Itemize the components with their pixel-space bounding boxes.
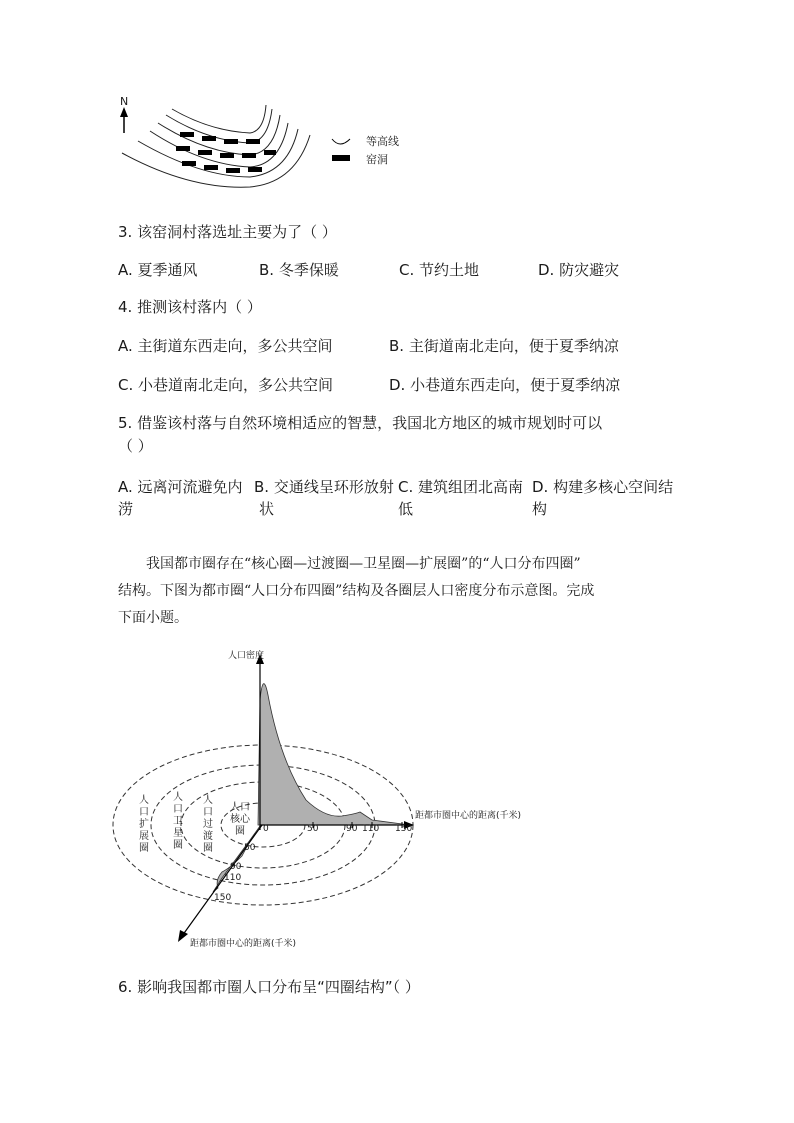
q5-option-a-text: A. 远离河流避免内 (118, 478, 243, 496)
q5-option-c-text: C. 建筑组团北高南 (398, 478, 524, 496)
ring-label-satellite: 人口卫星圈 (173, 792, 183, 851)
x-tick-110: 110 (362, 824, 380, 834)
question-5-stem-line2: （ ） (118, 437, 153, 455)
z-axis (182, 825, 262, 936)
ring-label-core-text: 人口核心圈 (230, 802, 250, 837)
z-tick-110: 110 (224, 873, 242, 883)
q5-option-c[interactable] (398, 476, 523, 498)
q3-option-c[interactable]: C. 节约土地 (399, 261, 480, 279)
q4-option-a[interactable]: A. 主街道东西走向，多公共空间 (118, 337, 333, 355)
passage-line-1: 我国都市圈存在“核心圈—过渡圈—卫星圈—扩展圈”的“人口分布四圈” (146, 556, 581, 572)
ring-label-expansion: 人口扩展圈 (139, 795, 149, 854)
passage (118, 551, 688, 632)
north-label: N (120, 95, 129, 108)
x-tick-90: 90 (346, 824, 358, 834)
y-axis-label: 人口密度 (228, 651, 265, 661)
z-tick-90: 90 (230, 862, 242, 872)
q5-option-a[interactable] (118, 476, 243, 498)
z-tick-50: 50 (244, 843, 256, 853)
contour-map-figure (110, 95, 410, 205)
q5-option-a-wrap: 涝 (118, 500, 134, 518)
q3-option-d[interactable]: D. 防灾避灾 (538, 261, 620, 279)
q5-option-b-wrap: 状 (259, 500, 275, 518)
question-5-stem: 5. 借鉴该村落与自然环境相适应的智慧，我国北方地区的城市规划时可以 (118, 414, 603, 432)
legend-cave-label: 窑洞 (366, 153, 388, 166)
ring-label-core (228, 802, 252, 838)
ring-label-transition: 人口过渡圈 (203, 795, 213, 854)
contour-line (150, 123, 288, 167)
q5-option-b-text: B. 交通线呈环形放射 (254, 478, 394, 496)
q3-option-b[interactable]: B. 冬季保暖 (259, 261, 339, 279)
passage-line-2: 结构。下图为都市圈“人口分布四圈”结构及各圈层人口密度分布示意图。完成 (118, 583, 595, 599)
x-tick-0: 0 (263, 824, 269, 834)
question-3-stem: 3. 该窑洞村落选址主要为了（ ） (118, 223, 337, 241)
x-tick-50: 50 (307, 824, 319, 834)
q5-option-c-wrap: 低 (398, 500, 414, 518)
contour-map-svg (110, 95, 410, 205)
population-ring-figure (110, 640, 550, 960)
x-tick-150: 150 (395, 824, 413, 834)
q4-option-b[interactable]: B. 主街道南北走向，便于夏季纳凉 (389, 337, 619, 355)
cave-legend-icon (332, 155, 350, 161)
q4-option-c[interactable]: C. 小巷道南北走向，多公共空间 (118, 376, 334, 394)
q5-option-d[interactable] (532, 476, 673, 498)
contour-legend-icon (332, 139, 350, 144)
q5-option-d-text: D. 构建多核心空间结 (532, 478, 674, 496)
z-axis-label: 距都市圈中心的距离(千米) (190, 939, 297, 949)
contour-line (172, 105, 266, 133)
passage-line-3: 下面小题。 (118, 610, 188, 626)
z-tick-150: 150 (214, 893, 232, 903)
q5-option-d-wrap: 构 (532, 500, 548, 518)
x-axis-label: 距都市圈中心的距离(千米) (415, 811, 522, 821)
question-6-stem: 6. 影响我国都市圈人口分布呈“四圈结构”（ ） (118, 978, 420, 996)
q3-option-a[interactable]: A. 夏季通风 (118, 261, 198, 279)
legend-contour-label: 等高线 (366, 135, 399, 148)
q4-option-d[interactable]: D. 小巷道东西走向，便于夏季纳凉 (389, 376, 621, 394)
q5-option-b[interactable] (254, 476, 394, 498)
question-4-stem: 4. 推测该村落内（ ） (118, 298, 262, 316)
